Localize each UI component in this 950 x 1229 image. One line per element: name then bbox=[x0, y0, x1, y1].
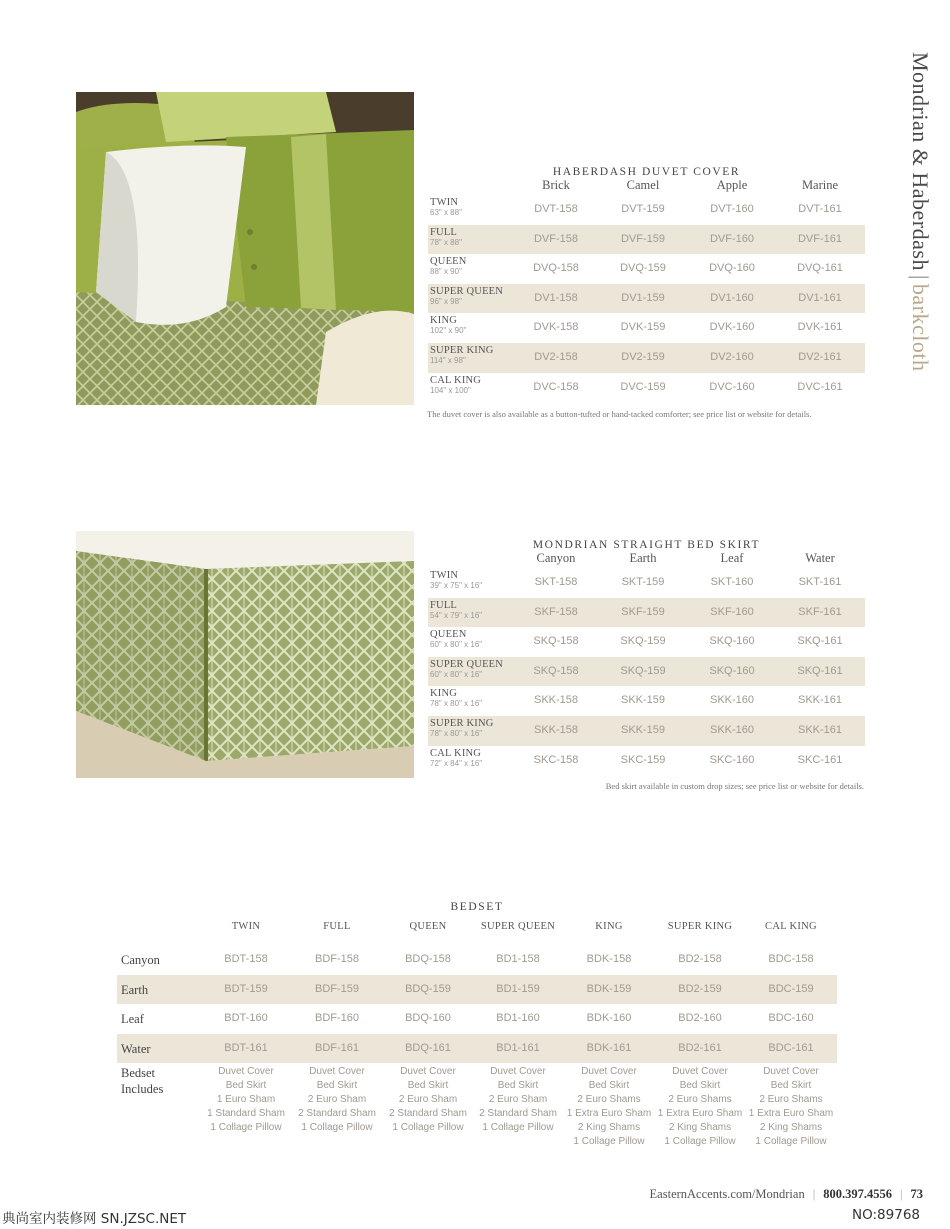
sku-code: DV1-159 bbox=[621, 291, 665, 304]
sku-code: SKQ-161 bbox=[797, 635, 843, 648]
includes-item: 1 Collage Pillow bbox=[210, 1122, 282, 1133]
bedset-col-full: FULL bbox=[323, 921, 351, 932]
includes-list bbox=[291, 1065, 383, 1135]
bedskirt-col-canyon: Canyon bbox=[536, 551, 576, 565]
table-row bbox=[117, 1034, 837, 1064]
table-row bbox=[428, 373, 865, 403]
sku-code: BD2-159 bbox=[678, 982, 722, 995]
size-name: TWIN bbox=[430, 197, 459, 208]
size-name: QUEEN bbox=[430, 629, 467, 641]
table-row bbox=[428, 657, 865, 687]
includes-item: 2 King Shams bbox=[577, 1122, 641, 1133]
sku-code: BDT-160 bbox=[224, 1012, 268, 1024]
bedskirt-note: Bed skirt available in custom drop sizes; see price list or website for details. bbox=[605, 781, 864, 791]
sku-code: SKT-160 bbox=[710, 576, 754, 588]
includes-item: Duvet Cover bbox=[309, 1066, 365, 1077]
size-dims: 78" x 88" bbox=[430, 237, 462, 247]
includes-item: Bed Skirt bbox=[497, 1080, 539, 1091]
includes-item: 2 Euro Shams bbox=[668, 1094, 732, 1105]
includes-item: 2 Euro Sham bbox=[398, 1094, 458, 1105]
bedset-header-row bbox=[117, 921, 837, 945]
includes-item: Bed Skirt bbox=[225, 1080, 267, 1091]
sku-code: SKK-159 bbox=[620, 694, 666, 707]
includes-list bbox=[200, 1065, 292, 1135]
includes-item: Duvet Cover bbox=[672, 1066, 728, 1077]
sku-code: BDQ-159 bbox=[405, 982, 451, 995]
sku-code: SKQ-158 bbox=[533, 664, 579, 677]
includes-list bbox=[563, 1065, 655, 1149]
sku-code: SKF-158 bbox=[534, 605, 578, 618]
sku-code: DVF-159 bbox=[620, 232, 666, 245]
bedset-includes-row bbox=[117, 1063, 837, 1147]
sku-code: DVK-161 bbox=[797, 321, 843, 334]
duvet-col-apple: Apple bbox=[716, 178, 748, 192]
sku-code: BD1-161 bbox=[496, 1041, 540, 1054]
size-dims: 96" x 98" bbox=[430, 296, 462, 306]
sku-code: SKQ-159 bbox=[620, 664, 666, 677]
bedset-col-super-queen: SUPER QUEEN bbox=[480, 921, 556, 932]
table-row bbox=[428, 313, 865, 343]
includes-item: 2 Standard Sham bbox=[479, 1108, 557, 1119]
sku-code: DVQ-161 bbox=[797, 262, 843, 275]
size-dims: 63" x 88" bbox=[430, 208, 462, 217]
sku-code: BDK-160 bbox=[586, 1012, 632, 1024]
sku-code: DV2-160 bbox=[710, 350, 754, 363]
table-row bbox=[428, 686, 865, 716]
sku-code: BDQ-161 bbox=[405, 1041, 451, 1054]
includes-item: 1 Collage Pillow bbox=[392, 1122, 464, 1133]
sku-code: DV1-160 bbox=[710, 291, 754, 304]
sku-code: BDK-158 bbox=[586, 953, 632, 965]
sku-code: DVK-160 bbox=[709, 321, 755, 334]
includes-item: Duvet Cover bbox=[218, 1066, 274, 1077]
bedset-col-cal-king: CAL KING bbox=[765, 921, 817, 932]
sku-code: DV2-158 bbox=[534, 350, 578, 363]
sku-code: SKC-160 bbox=[709, 753, 755, 766]
sku-code: SKK-161 bbox=[797, 723, 843, 736]
watermark-number: NO:89768 bbox=[852, 1207, 920, 1223]
sku-code: BDC-158 bbox=[768, 953, 814, 965]
sku-code: BDT-159 bbox=[224, 982, 268, 995]
sku-code: SKT-159 bbox=[621, 576, 665, 588]
size-dims: 60" x 80" x 16" bbox=[430, 640, 483, 650]
includes-list bbox=[745, 1065, 837, 1149]
includes-list bbox=[654, 1065, 746, 1149]
bedset-col-super-king: SUPER KING bbox=[667, 921, 733, 932]
table-row bbox=[428, 568, 865, 598]
bedset-table-title: BEDSET bbox=[450, 901, 504, 913]
table-row bbox=[428, 627, 865, 657]
includes-item: 2 Euro Shams bbox=[759, 1094, 823, 1105]
size-name: CAL KING bbox=[430, 747, 482, 759]
sku-code: SKF-160 bbox=[710, 605, 754, 618]
includes-item: Duvet Cover bbox=[763, 1066, 819, 1077]
size-name: FULL bbox=[430, 599, 458, 611]
duvet-col-marine: Marine bbox=[801, 178, 839, 192]
includes-list bbox=[472, 1065, 564, 1135]
table-row bbox=[117, 945, 837, 975]
sku-code: DVF-158 bbox=[533, 232, 579, 245]
size-dims: 72" x 84" x 16" bbox=[430, 758, 483, 768]
sku-code: SKK-158 bbox=[533, 723, 579, 736]
collection-name: Mondrian & Haberdash bbox=[908, 52, 933, 271]
sku-code: SKK-159 bbox=[620, 723, 666, 736]
row-color-label: Leaf bbox=[121, 1012, 144, 1026]
sku-code: SKT-158 bbox=[534, 576, 578, 588]
includes-item: 1 Extra Euro Sham bbox=[566, 1108, 652, 1119]
includes-item: 1 Collage Pillow bbox=[573, 1136, 645, 1147]
fabric-name: barkcloth bbox=[908, 283, 933, 372]
includes-item: Bed Skirt bbox=[770, 1080, 812, 1091]
size-name: KING bbox=[430, 688, 458, 700]
row-color-label: Water bbox=[121, 1041, 151, 1056]
sku-code: DVT-161 bbox=[798, 203, 842, 215]
includes-item: 1 Collage Pillow bbox=[755, 1136, 827, 1147]
sku-code: SKC-158 bbox=[533, 753, 579, 766]
duvet-photo bbox=[76, 92, 414, 405]
size-name: SUPER KING bbox=[430, 717, 494, 729]
sku-code: DVT-158 bbox=[534, 203, 578, 215]
sku-code: BD1-159 bbox=[496, 982, 540, 995]
includes-item: Duvet Cover bbox=[490, 1066, 546, 1077]
sku-code: BDQ-160 bbox=[405, 1012, 451, 1024]
size-name: KING bbox=[430, 315, 458, 327]
sku-code: DV2-161 bbox=[798, 350, 842, 363]
sku-code: SKT-161 bbox=[798, 576, 842, 588]
sku-code: DVC-161 bbox=[797, 380, 843, 393]
includes-item: 1 Collage Pillow bbox=[301, 1122, 373, 1133]
table-row bbox=[428, 254, 865, 284]
includes-item: 2 Standard Sham bbox=[298, 1108, 376, 1119]
page-number: 73 bbox=[910, 1187, 923, 1201]
sku-code: DV1-161 bbox=[798, 291, 842, 304]
sku-code: DVQ-158 bbox=[533, 262, 579, 275]
includes-item: 1 Collage Pillow bbox=[664, 1136, 736, 1147]
bedskirt-col-water: Water bbox=[805, 551, 835, 565]
page-footer: EasternAccents.com/Mondrian | 800.397.4556 | 73 bbox=[649, 1187, 923, 1201]
size-name: SUPER KING bbox=[430, 344, 494, 356]
includes-item: 2 King Shams bbox=[668, 1122, 732, 1133]
includes-item: Duvet Cover bbox=[581, 1066, 637, 1077]
bedskirt-header-row bbox=[428, 551, 865, 568]
table-row bbox=[428, 598, 865, 628]
includes-item: 2 Euro Sham bbox=[488, 1094, 548, 1105]
size-name: CAL KING bbox=[430, 374, 482, 386]
sku-code: BDF-159 bbox=[314, 982, 360, 995]
table-row bbox=[428, 225, 865, 255]
sku-code: SKK-161 bbox=[797, 694, 843, 707]
duvet-note: The duvet cover is also available as a button-tufted or hand-tacked comforter; see price list or website for details. bbox=[427, 409, 812, 419]
phone-number: 800.397.4556 bbox=[823, 1187, 892, 1201]
table-row bbox=[428, 195, 865, 225]
sku-code: SKF-161 bbox=[798, 605, 842, 618]
size-dims: 102" x 90" bbox=[430, 326, 467, 336]
sku-code: SKC-159 bbox=[620, 753, 666, 766]
sku-code: DVC-159 bbox=[620, 380, 666, 393]
row-color-label: Earth bbox=[121, 982, 149, 997]
includes-item: Bed Skirt bbox=[679, 1080, 721, 1091]
sku-code: DVC-158 bbox=[533, 380, 579, 393]
sku-code: BDC-159 bbox=[768, 982, 814, 995]
size-name: SUPER QUEEN bbox=[430, 658, 504, 670]
sku-code: BDT-161 bbox=[224, 1041, 268, 1054]
bedset-col-twin: TWIN bbox=[231, 921, 261, 932]
sku-code: BDC-161 bbox=[768, 1041, 814, 1054]
size-dims: 114" x 98" bbox=[430, 355, 466, 365]
sku-code: DVK-159 bbox=[620, 321, 666, 334]
title-separator: | bbox=[908, 274, 933, 280]
includes-item: 2 Euro Shams bbox=[577, 1094, 641, 1105]
size-dims: 78" x 80" x 16" bbox=[430, 699, 483, 709]
includes-item: 1 Extra Euro Sham bbox=[748, 1108, 834, 1119]
includes-list bbox=[382, 1065, 474, 1135]
duvet-header-row bbox=[428, 178, 865, 195]
duvet-table-title: HABERDASH DUVET COVER bbox=[552, 166, 741, 178]
website-link[interactable]: EasternAccents.com/Mondrian bbox=[649, 1187, 805, 1201]
bedset-col-king: KING bbox=[595, 921, 623, 932]
table-row bbox=[428, 284, 865, 314]
sku-code: BD2-160 bbox=[678, 1012, 722, 1024]
sku-code: SKQ-160 bbox=[709, 664, 755, 677]
sku-code: BDF-160 bbox=[314, 1012, 360, 1024]
sku-code: DVF-160 bbox=[709, 232, 755, 245]
table-row bbox=[117, 1004, 837, 1034]
duvet-col-brick: Brick bbox=[542, 178, 570, 192]
table-row bbox=[428, 343, 865, 373]
includes-item: 1 Standard Sham bbox=[207, 1108, 285, 1119]
includes-item: 1 Collage Pillow bbox=[482, 1122, 554, 1133]
sku-code: BDK-159 bbox=[586, 982, 632, 995]
size-name: FULL bbox=[430, 226, 458, 238]
bedskirt-col-leaf: Leaf bbox=[720, 551, 744, 565]
sku-code: DV2-159 bbox=[621, 350, 665, 363]
size-dims: 54" x 79" x 16" bbox=[430, 610, 483, 620]
includes-item: 2 Euro Sham bbox=[307, 1094, 367, 1105]
sku-code: BD2-158 bbox=[678, 953, 722, 965]
size-name: TWIN bbox=[430, 570, 459, 581]
sku-code: BDQ-158 bbox=[405, 953, 451, 965]
sku-code: SKK-160 bbox=[709, 694, 755, 707]
sku-code: DVT-159 bbox=[621, 203, 665, 215]
sku-code: BDK-161 bbox=[586, 1041, 632, 1054]
size-dims: 39" x 75" x 16" bbox=[430, 581, 483, 590]
duvet-col-camel: Camel bbox=[626, 178, 660, 192]
sku-code: DVQ-160 bbox=[709, 262, 755, 275]
bedskirt-table-title: MONDRIAN STRAIGHT BED SKIRT bbox=[532, 539, 761, 551]
sku-code: BDF-161 bbox=[314, 1041, 360, 1054]
sku-code: SKK-158 bbox=[533, 694, 579, 707]
sku-code: BDF-158 bbox=[314, 953, 360, 965]
sku-code: SKF-159 bbox=[621, 605, 665, 618]
sku-code: BDT-158 bbox=[224, 953, 268, 965]
bedskirt-col-earth: Earth bbox=[629, 551, 657, 565]
includes-item: 2 King Shams bbox=[759, 1122, 823, 1133]
sku-code: DVF-161 bbox=[797, 232, 843, 245]
sku-code: SKQ-160 bbox=[709, 635, 755, 648]
bedset-col-queen: QUEEN bbox=[409, 921, 447, 932]
includes-label: Bedset Includes bbox=[121, 1066, 164, 1096]
table-row bbox=[428, 716, 865, 746]
size-dims: 78" x 80" x 16" bbox=[430, 728, 483, 738]
sku-code: SKK-160 bbox=[709, 723, 755, 736]
duvet-table bbox=[428, 166, 865, 402]
includes-item: Bed Skirt bbox=[316, 1080, 358, 1091]
includes-item: Duvet Cover bbox=[400, 1066, 456, 1077]
bedskirt-table bbox=[428, 539, 865, 775]
sku-code: BD1-158 bbox=[496, 953, 540, 965]
includes-item: Bed Skirt bbox=[407, 1080, 449, 1091]
size-dims: 104" x 100" bbox=[430, 385, 471, 395]
sku-code: BD2-161 bbox=[678, 1041, 722, 1054]
row-color-label: Canyon bbox=[121, 953, 160, 967]
sku-code: BD1-160 bbox=[496, 1012, 540, 1024]
size-name: QUEEN bbox=[430, 256, 467, 268]
table-row bbox=[117, 975, 837, 1005]
watermark-site: 典尚室内装修网 SN.JZSC.NET bbox=[2, 1211, 187, 1227]
sku-code: BDC-160 bbox=[768, 1012, 814, 1024]
size-dims: 60" x 80" x 16" bbox=[430, 669, 483, 679]
includes-item: 2 Standard Sham bbox=[389, 1108, 467, 1119]
size-name: SUPER QUEEN bbox=[430, 285, 504, 297]
includes-item: 1 Extra Euro Sham bbox=[657, 1108, 743, 1119]
includes-item: 1 Euro Sham bbox=[216, 1094, 276, 1105]
side-title bbox=[893, 52, 933, 422]
sku-code: DVC-160 bbox=[709, 380, 755, 393]
sku-code: DVT-160 bbox=[710, 203, 754, 215]
bedskirt-photo bbox=[76, 531, 414, 778]
sku-code: DVK-158 bbox=[533, 321, 579, 334]
sku-code: SKQ-159 bbox=[620, 635, 666, 648]
includes-item: Bed Skirt bbox=[588, 1080, 630, 1091]
sku-code: DV1-158 bbox=[534, 291, 578, 304]
size-dims: 88" x 90" bbox=[430, 267, 462, 277]
sku-code: DVQ-159 bbox=[620, 262, 666, 275]
sku-code: SKC-161 bbox=[797, 753, 843, 766]
sku-code: SKQ-161 bbox=[797, 664, 843, 677]
sku-code: SKQ-158 bbox=[533, 635, 579, 648]
table-row bbox=[428, 746, 865, 776]
bedset-table bbox=[117, 901, 837, 1147]
